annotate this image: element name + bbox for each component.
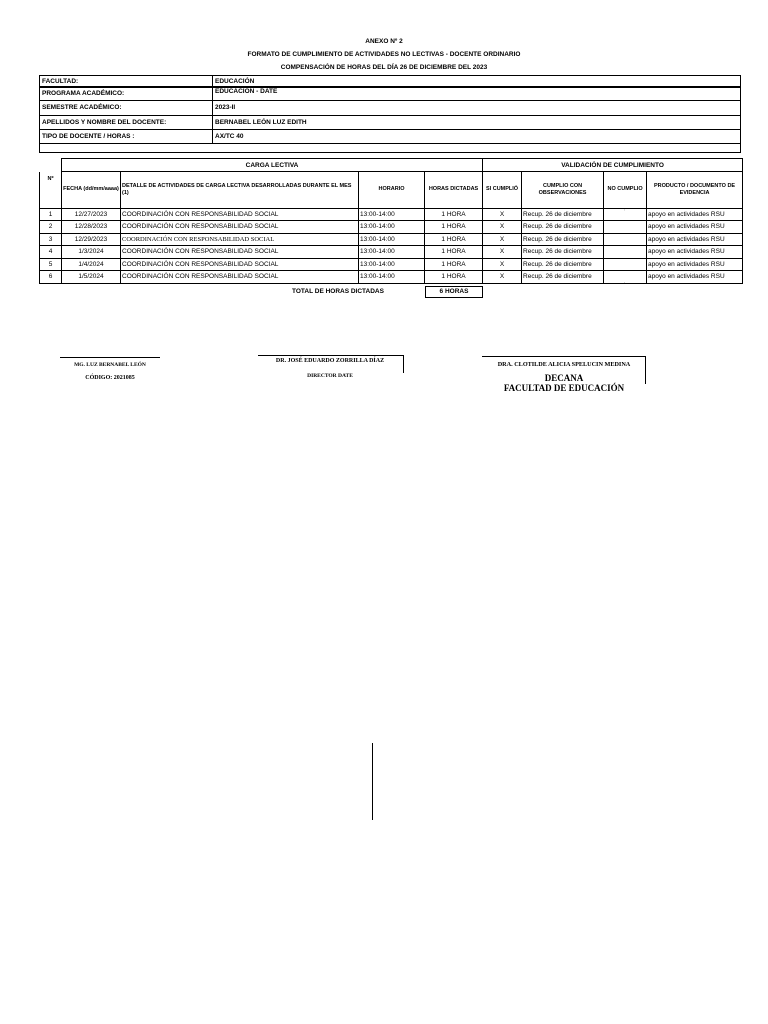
docente-code: CÓDIGO: 2021085 — [85, 375, 135, 381]
row-detalle: COORDINACIÓN CON RESPONSABILIDAD SOCIAL — [121, 233, 359, 246]
director-name: DR. JOSÉ EDUARDO ZORRILLA DÍAZ — [275, 358, 385, 364]
row-number: 6 — [40, 271, 62, 284]
row-si-cumplio: X — [483, 271, 522, 284]
row-producto: apoyo en actividades RSU — [647, 233, 743, 246]
decana-faculty: FACULTAD DE EDUCACIÓN — [503, 383, 625, 393]
docente-value: BERNABEL LEÓN LUZ EDITH — [213, 116, 741, 130]
info-row-programa — [40, 87, 741, 101]
col-header-horario: HORARIO — [359, 172, 425, 209]
row-fecha: 1/5/2024 — [62, 271, 121, 284]
row-horario: 13:00-14:00 — [359, 246, 425, 259]
row-fecha: 12/28/2023 — [62, 221, 121, 234]
col-header-si: SI CUMPLIÓ — [483, 172, 522, 209]
info-row-docente — [40, 116, 741, 130]
form-subtitle: COMPENSACIÓN DE HORAS DEL DÍA 26 DE DICIEMBRE DEL 2023 — [280, 64, 488, 71]
table-row — [40, 258, 743, 271]
row-detalle: COORDINACIÓN CON RESPONSABILIDAD SOCIAL — [121, 258, 359, 271]
row-producto: apoyo en actividades RSU — [647, 246, 743, 259]
col-header-producto: PRODUCTO / DOCUMENTO DE EVIDENCIA — [647, 172, 743, 209]
row-producto: apoyo en actividades RSU — [647, 258, 743, 271]
total-hours-value: 6 HORAS — [425, 286, 483, 298]
row-no-cumplio — [604, 233, 647, 246]
column-header-row — [40, 172, 743, 209]
table-row — [40, 233, 743, 246]
stray-mark: ' — [624, 281, 625, 286]
section-header-row — [40, 159, 743, 172]
row-horas: 1 HORA — [425, 208, 483, 221]
row-fecha: 12/27/2023 — [62, 208, 121, 221]
row-producto: apoyo en actividades RSU — [647, 271, 743, 284]
row-no-cumplio — [604, 246, 647, 259]
docente-signature-line — [60, 357, 160, 358]
row-horario: 13:00-14:00 — [359, 258, 425, 271]
row-no-cumplio — [604, 258, 647, 271]
row-horario: 13:00-14:00 — [359, 271, 425, 284]
docente-label: APELLIDOS Y NOMBRE DEL DOCENTE: — [40, 116, 213, 130]
semestre-value: 2023-II — [213, 101, 741, 116]
row-si-cumplio: X — [483, 258, 522, 271]
row-horas: 1 HORA — [425, 221, 483, 234]
table-row — [40, 246, 743, 259]
row-fecha: 1/4/2024 — [62, 258, 121, 271]
row-no-cumplio — [604, 271, 647, 284]
tipo-label: TIPO DE DOCENTE / HORAS : — [40, 130, 213, 144]
decana-signature-line — [482, 356, 645, 357]
semestre-label: SEMESTRE ACADÉMICO: — [40, 101, 213, 116]
annex-title: ANEXO Nº 2 — [365, 38, 403, 45]
row-si-cumplio: X — [483, 208, 522, 221]
tipo-value: AX/TC 40 — [213, 130, 741, 144]
row-observaciones: Recup. 26 de diciembre — [522, 208, 604, 221]
row-number: 1 — [40, 208, 62, 221]
col-header-obs: CUMPLIO CON OBSERVACIONES — [522, 172, 604, 209]
row-number: 5 — [40, 258, 62, 271]
director-signature-line — [258, 355, 404, 356]
row-horario: 13:00-14:00 — [359, 208, 425, 221]
facultad-label: FACULTAD: — [40, 76, 213, 88]
table-row — [40, 271, 743, 284]
row-observaciones: Recup. 26 de diciembre — [522, 221, 604, 234]
vertical-divider-line — [372, 743, 373, 820]
facultad-value: EDUCACIÓN — [213, 76, 741, 88]
col-header-detalle: DETALLE DE ACTIVIDADES DE CARGA LECTIVA DESARROLLADAS DURANTE EL MES (1) — [121, 172, 359, 209]
row-number: 2 — [40, 221, 62, 234]
decana-name: DRA. CLOTILDE ALICIA SPELUCIN MEDINA — [497, 361, 631, 368]
row-horas: 1 HORA — [425, 246, 483, 259]
docente-name: MG. LUZ BERNABEL LEÓN — [74, 362, 146, 368]
section-carga-lectiva: CARGA LECTIVA — [62, 159, 483, 172]
decana-title: DECANA — [544, 373, 584, 383]
col-header-no: NO CUMPLIO — [604, 172, 647, 209]
row-number: 3 — [40, 233, 62, 246]
col-header-n: Nº — [40, 172, 62, 209]
row-detalle: COORDINACIÓN CON RESPONSABILIDAD SOCIAL — [121, 208, 359, 221]
row-no-cumplio — [604, 221, 647, 234]
row-horario: 13:00-14:00 — [359, 221, 425, 234]
row-observaciones: Recup. 26 de diciembre — [522, 271, 604, 284]
programa-label: PROGRAMA ACADÉMICO: — [40, 87, 213, 101]
row-observaciones: Recup. 26 de diciembre — [522, 246, 604, 259]
row-detalle: COORDINACIÓN CON RESPONSABILIDAD SOCIAL — [121, 221, 359, 234]
row-horario: 13:00-14:00 — [359, 233, 425, 246]
row-observaciones: Recup. 26 de diciembre — [522, 233, 604, 246]
row-si-cumplio: X — [483, 246, 522, 259]
activities-table — [39, 158, 743, 284]
col-header-horas: HORAS DICTADAS — [425, 172, 483, 209]
row-number: 4 — [40, 246, 62, 259]
form-title: FORMATO DE CUMPLIMIENTO DE ACTIVIDADES NO LECTIVAS - DOCENTE ORDINARIO — [247, 51, 521, 58]
blank-row — [39, 143, 741, 153]
table-row — [40, 221, 743, 234]
row-observaciones: Recup. 26 de diciembre — [522, 258, 604, 271]
row-si-cumplio: X — [483, 221, 522, 234]
row-horas: 1 HORA — [425, 233, 483, 246]
programa-value: EDUCACIÓN - DATE — [213, 87, 741, 101]
info-row-tipo — [40, 130, 741, 144]
director-title: DIRECTOR DATE — [307, 373, 353, 379]
row-detalle: COORDINACIÓN CON RESPONSABILIDAD SOCIAL — [121, 271, 359, 284]
col-header-fecha: FECHA (dd/mm/aaaa) — [62, 172, 121, 209]
row-producto: apoyo en actividades RSU — [647, 208, 743, 221]
row-fecha: 12/29/2023 — [62, 233, 121, 246]
section-validacion: VALIDACIÓN DE CUMPLIMIENTO — [483, 159, 743, 172]
row-producto: apoyo en actividades RSU — [647, 221, 743, 234]
row-horas: 1 HORA — [425, 271, 483, 284]
row-si-cumplio: X — [483, 233, 522, 246]
info-row-semestre — [40, 101, 741, 116]
total-hours-label: TOTAL DE HORAS DICTADAS — [292, 288, 384, 295]
header-empty-cell — [40, 159, 62, 172]
info-table-2 — [39, 86, 741, 144]
row-detalle: COORDINACIÓN CON RESPONSABILIDAD SOCIAL — [121, 246, 359, 259]
row-horas: 1 HORA — [425, 258, 483, 271]
table-row — [40, 208, 743, 221]
row-fecha: 1/3/2024 — [62, 246, 121, 259]
stray-mark: , — [624, 206, 626, 211]
